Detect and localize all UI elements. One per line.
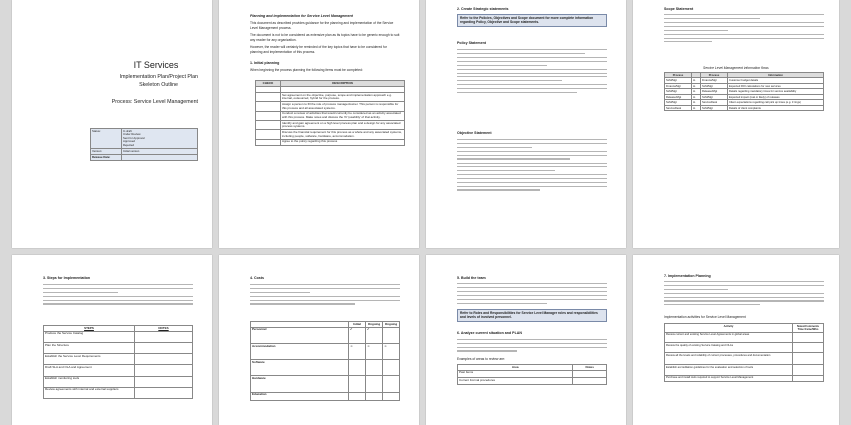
- section-heading: 3. Steps for Implementation: [43, 276, 91, 280]
- analysis-text: [457, 339, 607, 354]
- scope-heading: Scope Statement: [664, 7, 694, 11]
- doc-title: IT Services: [133, 60, 179, 70]
- examples-label: Examples of areas to review are:: [457, 357, 506, 361]
- doc-subtitle-2: Skeleton Outline: [139, 82, 178, 88]
- activities-table: Activity Notes/Comments Time frame/Who Review current and existing Service Level Agreements in global areas Review the quality of existing Service Catalog and OLAs Review all the levels and reliability of current processes, procedures and documentation Establish accreditation guidelines for the evaluation and selection of tools Purchase and install tools required to support Service Level Management: [664, 323, 824, 382]
- page-6: [219, 255, 419, 425]
- section-text: [664, 281, 824, 308]
- policy-text: [457, 49, 607, 96]
- section-text: [250, 284, 400, 307]
- page-heading: Planning and implementation for Service Level Management: [250, 14, 353, 18]
- section-text: When beginning the process planning the following items must be completed:: [250, 68, 363, 72]
- page-8: [633, 255, 839, 425]
- initial-planning-table: CHECK DESCRIPTION Set agreement on the objective, purpose, scope and implementation approach e.g. internal, outsourced, hybrid for the process. Assign a person to fill the role of process manager/owner. This person is responsible for this process and all associated systems. Conduct a review of activities that would currently be considered as an activity associated with this process. Make notes and discuss the ‘fit’ (usability’ of that activity. Identify and gain agreement on a high level process plan and a design for any associated process systems. Discuss the financial requirement for this process as a whole and any associated systems, including people, software, hardware, accommodation. Agree to the policy regarding this process: [255, 80, 405, 146]
- note-box: Refer to the Policies, Objectives and Scope document for more complete information regarding Policy, Objective and Scope statements.: [457, 14, 607, 27]
- section-heading: 4. Costs: [250, 276, 264, 280]
- info-flow-table: Process Process Information SLM/Mgt to Finance/Mgr Customer budget details Finance/Mgr to SLM/Mgt Expected ROI calculations for new services SLM/Mgt to Release/Mgt Details regarding mandatory times for service availability Release/Mgt to SLM/Mgt Expected impact (real or likely) of releases SLM/Mgt to ServiceDesk Client expectations regarding call pick up times (e.g. 3 rings) ServiceDesk to SLM/Mgt Details of client complaints: [664, 72, 824, 111]
- section-text: [457, 283, 607, 307]
- objective-text: [457, 139, 607, 193]
- page-2: [219, 0, 419, 248]
- process-name: Process: Service Level Management: [111, 99, 198, 105]
- section-heading: 2. Create Strategic statements: [457, 7, 509, 11]
- intro-para-1: This document as described provides guidance for the planning and implementation of the Service Level Management process.: [250, 21, 394, 30]
- intro-para-3: However, the reader will certainly be reminded of the key topics that have to be considered for planning and implementation of this process.: [250, 45, 387, 54]
- page-4: [633, 0, 839, 248]
- costs-table: Initial Ongoing Ongoing Personnel ✔ ✔ Accommodation ☺ ☺ ☺ Software Hardware Education: [250, 321, 400, 401]
- section-heading: 7. Implementation Planning: [664, 274, 711, 278]
- doc-subtitle: Implementation Plan/Project Plan: [119, 74, 198, 80]
- steps-table: STEPS NOTES Produce the Service Catalog Plan the Structure Establish the Service Level Requirements Draft SLA and OLA and Agreement Establish monitoring tools Review agreements with internal and external suppliers: [43, 325, 193, 399]
- scope-text: [664, 14, 824, 45]
- page-7: [426, 255, 626, 425]
- objective-heading: Objective Statement: [457, 131, 492, 135]
- section-heading: 5. Build the team: [457, 276, 486, 280]
- policy-heading: Policy Statement: [457, 41, 486, 45]
- note-box: Refer to Roles and Responsibilities for Service Level Manager roles and responsibilities and levels of involved personnel.: [457, 309, 607, 322]
- page-3: [426, 0, 626, 248]
- section-heading-6: 6. Analyze current situation and PLAN: [457, 331, 522, 335]
- status-table: Status: In draft Under Review Sent for Approval Approved Rejected Version: Initial version Release Date:: [90, 128, 198, 161]
- intro-para-2: The document is not to be considered as extensive plan as its topics have to be generic enough to suit any reader for any organization.: [250, 33, 400, 42]
- section-heading: 1. Initial planning: [250, 61, 280, 65]
- page-1: [12, 0, 212, 248]
- flow-caption: Service Level Management information flows: [703, 66, 769, 70]
- page-5: [12, 255, 212, 425]
- areas-table: Area Notes Past Items Current Formal procedures: [457, 364, 607, 385]
- activities-caption: Implementation activities for Service Level Management: [664, 315, 746, 319]
- section-text: [43, 284, 193, 307]
